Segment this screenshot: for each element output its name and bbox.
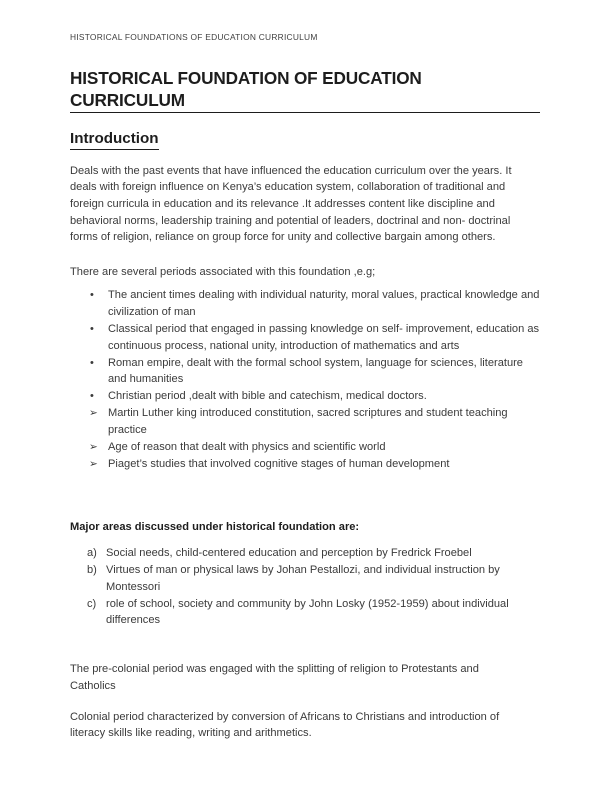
closing-paragraphs [70, 661, 540, 741]
bullet-dot-icon: • [90, 323, 94, 335]
major-areas-heading: Major areas discussed under historical foundation are: [70, 521, 360, 534]
list-marker-b: b) [87, 564, 97, 577]
list-item-text: Roman empire, dealt with the formal school system, language for sciences, literature and humanities [108, 356, 523, 386]
list-item [70, 439, 540, 456]
periods-list [70, 287, 540, 473]
bullet-dot-icon: • [90, 289, 94, 302]
list-item [70, 355, 540, 388]
page-title: HISTORICAL FOUNDATION OF EDUCATION CURRICULUM [70, 68, 540, 113]
document-title-wrap [70, 68, 540, 117]
introduction-paragraph: Deals with the past events that have influenced the education curriculum over the years. It deals with foreign influence on Kenya’s education system, collaboration of traditional and foreign curricula in education and its relevance .It addresses content like discipline and behavioral norms, leadership training and potential of leaders, doctrinal and non- doctrinal forms of religion, reliance on group force for unity and collective bargain among others. [70, 164, 512, 244]
list-item-text: Piaget’s studies that involved cognitive stages of human development [108, 458, 450, 471]
list-item [70, 287, 540, 320]
list-item-text: role of school, society and community by John Losky (1952-1959) about individual differences [106, 597, 509, 627]
list-item [70, 405, 540, 438]
list-item [70, 456, 540, 473]
running-head: HISTORICAL FOUNDATIONS OF EDUCATION CURRICULUM [70, 32, 318, 42]
arrow-bullet-icon: ➢ [89, 441, 98, 454]
list-item-text: Martin Luther king introduced constitution, sacred scriptures and student teaching practice [108, 407, 508, 437]
list-item-text: The ancient times dealing with individual naturity, moral values, practical knowledge and civilization of man [108, 289, 540, 318]
arrow-bullet-icon: ➢ [89, 458, 98, 471]
closing-spacer [70, 629, 540, 661]
list-marker-c: c) [87, 597, 97, 610]
list-item [70, 596, 540, 629]
pre-colonial-paragraph: The pre-colonial period was engaged with the splitting of religion to Protestants and Catholics [70, 663, 479, 692]
list-item-text: Age of reason that dealt with physics and scientific world [108, 441, 386, 454]
list-marker-a: a) [87, 546, 97, 559]
section-spacer [70, 473, 540, 519]
bullet-dot-icon: • [90, 356, 94, 369]
list-item [70, 388, 540, 405]
list-item [70, 545, 540, 562]
list-item-text: Social needs, child-centered education and perception by Fredrick Froebel [106, 546, 472, 559]
introduction-heading-wrap [70, 129, 540, 150]
bullet-dot-icon: • [90, 390, 94, 403]
list-item-text: Virtues of man or physical laws by Johan Pestallozi, and individual instruction by Montessori [106, 564, 500, 593]
list-item [70, 562, 540, 595]
major-areas-list [70, 545, 540, 629]
arrow-bullet-icon: ➢ [89, 407, 98, 420]
list-item [70, 321, 540, 354]
periods-lead-in: There are several periods associated with this foundation ,e.g; [70, 265, 376, 278]
list-item-text: Christian period ,dealt with bible and catechism, medical doctors. [108, 390, 427, 403]
colonial-paragraph: Colonial period characterized by conversion of Africans to Christians and introduction of literacy skills like reading, writing and arithmetics. [70, 710, 500, 740]
list-item-text: Classical period that engaged in passing knowledge on self- improvement, education as continuous process, national unity, introduction of mathematics and arts [108, 323, 540, 352]
section-heading-introduction: Introduction [70, 129, 159, 150]
